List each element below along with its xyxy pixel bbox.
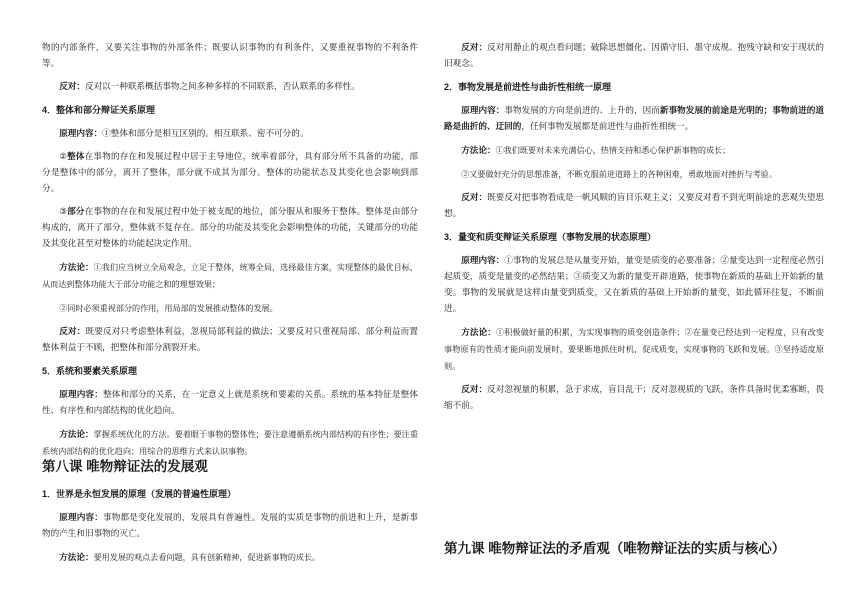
paragraph-principle-3: 原理内容：事物都是变化发展的，发展具有普遍性。发展的实质是事物的前进和上升，是新事物的产生和旧事物的灭亡。 [42, 513, 418, 539]
section-heading-r2: 2．事物发展是前进性与曲折性相统一原理 [444, 82, 612, 92]
paragraph-method-r7: 方法论：①积极做好量的积累，为实现事物的质变创造条件；②在量变已经达到一定程度，只有改变事物原有的性质才能向前发展时，要果断地抓住时机，促成质变，实现事物的飞跃和发展。③坚持适度原则。 [444, 327, 824, 371]
paragraph-oppose: 反对：反对以一种联系概括事物之间多种多样的不同联系，否认联系的多样性。 [59, 82, 360, 92]
label-principle: 原理内容： [59, 390, 103, 400]
paragraph-method-r4: ②又要做好充分的思想准备，不断克服前进道路上的各种困难，勇敢地面对挫折与考验。 [461, 169, 777, 179]
label-principle: 原理内容： [59, 129, 103, 139]
paragraph-oppose-r8: 反对：反对忽视量的积累，急于求成，盲目乱干；反对忽视质的飞跃，条件具备时优柔寡断，畏缩不前。 [444, 385, 824, 411]
label-oppose: 反对： [59, 82, 85, 92]
label-oppose: 反对： [461, 193, 488, 203]
paragraph-principle-2: 原理内容：整体和部分的关系，在一定意义上就是系统和要素的关系。系统的基本特征是整体性、有序性和内部结构的优化趋向。 [42, 390, 418, 416]
label-oppose: 反对： [59, 327, 86, 337]
chapter-title-9: 第九课 唯物辩证法的矛盾观（唯物辩证法的实质与核心） [444, 541, 786, 556]
label-method: 方法论： [59, 430, 94, 440]
section-heading-5: 5．系统和要素关系原理 [42, 366, 138, 376]
chapter-8-body [42, 486, 418, 573]
right-column [444, 40, 824, 421]
chapter-title-8: 第八课 唯物辩证法的发展观 [42, 459, 208, 474]
paragraph-part: ③部分在事物的存在和发展过程中处于被支配的地位，部分服从和服务于整体。整体是由部分构成的，离开了部分，整体就不复存在。部分的功能及其变化会影响整体的功能，关键部分的功能及其变化甚至对整体的功能起决定作用。 [42, 207, 418, 249]
paragraph-principle: 原理内容：①整体和部分是相互区别的。相互联系、密不可分的。 [59, 129, 309, 139]
label-method: 方法论： [461, 146, 496, 156]
label-oppose: 反对： [461, 385, 488, 395]
section-heading-4: 4．整体和部分辩证关系原理 [42, 105, 156, 115]
section-heading-8-1: 1．世界是永恒发展的原理（发展的普遍性原理） [42, 489, 237, 499]
paragraph-method: 方法论：①我们应当树立全局观念，立足于整体，统筹全局，选择最佳方案，实现整体的最优目标，从而达到整体功能大于部分功能之和的理想效果； [42, 262, 418, 289]
label-oppose: 反对： [461, 43, 488, 53]
label-method: 方法论： [59, 263, 94, 273]
paragraph-continuation: 物的内部条件，又要关注事物的外部条件；既要认识事物的有利条件，又要重视事物的不利条件等。 [42, 43, 418, 69]
label-method: 方法论： [461, 328, 496, 338]
label-method: 方法论： [59, 553, 94, 563]
label-principle: 原理内容： [461, 256, 505, 266]
paragraph-principle-r2: 原理内容：事物发展的方向是前进的、上升的，因而新事物发展的前途是光明的；事物前进的道路是曲折的、迂回的，任何事物发展都是前进性与曲折性相统一。 [444, 106, 824, 132]
label-principle: 原理内容： [59, 513, 103, 523]
paragraph-whole: ②整体在事物的存在和发展过程中居于主导地位，统率着部分，具有部分所不具备的功能，部分是整体中的部分，离开了整体，部分就不成其为部分。整体的功能状态及其变化也会影响到部分。 [42, 152, 418, 194]
paragraph-oppose-r1: 反对：反对用静止的观点看问题；破除思想僵化、因循守旧、墨守成规、抱残守缺和安于现状的旧观念。 [444, 43, 824, 69]
paragraph-principle-r6: 原理内容：①事物的发展总是从量变开始，量变是质变的必要准备；②量变达到一定程度必然引起质变，质变是量变的必然结果；③质变又为新的量变开辟道路，使事物在新质的基础上开始新的量变。事物的发展就是这样由量变到质变，又在新质的基础上开始新的量变，如此循环往复，不断前进。 [444, 256, 824, 314]
paragraph-oppose-2: 反对：既要反对只考虑整体利益，忽视局部利益的做法；又要反对只重视局部、部分利益而置整体利益于不顾，把整体和部分割裂开来。 [42, 327, 418, 353]
paragraph-method-2: ②同时必须重视部分的作用，用局部的发展推动整体的发展。 [59, 303, 278, 313]
left-column [42, 40, 418, 467]
section-heading-r3: 3．量变和质变辩证关系原理（事物发展的状态原理） [444, 232, 657, 242]
label-principle: 原理内容： [461, 106, 505, 116]
paragraph-method-3: 方法论：掌握系统优化的方法。要着眼于事物的整体性；要注意遵循系统内部结构的有序性；要注重系统内部结构的优化趋向；用综合的思维方式来认识事物。 [42, 429, 418, 456]
paragraph-method-4: 方法论：要用发展的观点去看问题，具有创新精神，促进新事物的成长。 [59, 552, 321, 563]
paragraph-oppose-r5: 反对：既要反对把事物看成是一帆风顺的盲目乐观主义；又要反对看不到光明前途的悲观失望思想。 [444, 193, 824, 219]
paragraph-method-r3: 方法论：①我们既要对未来充满信心，热情支持和悉心保护新事物的成长； [461, 145, 731, 156]
